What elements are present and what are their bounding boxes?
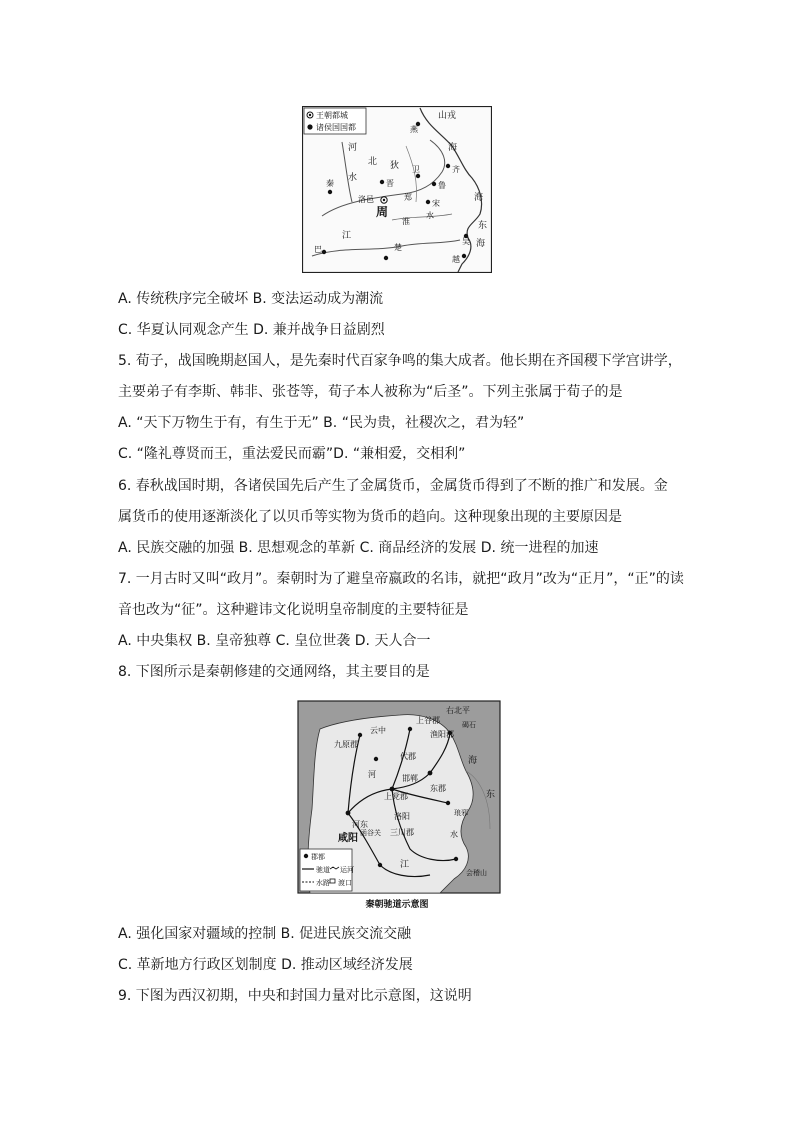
map1-label-hai3: 海	[476, 239, 486, 249]
q5-options-line2: C. “隆礼尊贤而王，重法爱民而霸”D. “兼相爱，交相利”	[118, 446, 466, 462]
q6-options: A. 民族交融的加强 B. 思想观念的革新 C. 商品经济的发展 D. 统一进程的加速	[118, 540, 599, 556]
q8-stem: 8. 下图所示是秦朝修建的交通网络，其主要目的是	[118, 664, 430, 680]
map1-label-yue: 越	[452, 255, 460, 264]
map2-label-xianyang: 咸阳	[338, 833, 358, 844]
q8-options-line1: A. 强化国家对疆域的控制 B. 促进民族交流交融	[118, 926, 412, 942]
map1-label-zhou: 周	[376, 205, 389, 219]
map1-label-luoyi: 洛邑	[358, 195, 374, 204]
map1-label-dong: 东	[478, 221, 488, 231]
q5-stem-line1: 5. 荀子，战国晚期赵国人，是先秦时代百家争鸣的集大成者。他长期在齐国稷下学宫讲学，	[118, 353, 682, 369]
q7-options: A. 中央集权 B. 皇帝独尊 C. 皇位世袭 D. 天人合一	[118, 633, 431, 649]
map2-label-shui: 水	[450, 830, 458, 839]
map1-label-shui: 水	[348, 173, 358, 183]
map1-label-chu: 楚	[394, 243, 402, 252]
q6-stem-line1: 6. 春秋战国时期，各诸侯国先后产生了金属货币，金属货币得到了不断的推广和发展。金	[118, 478, 668, 494]
q4-options-line2: C. 华夏认同观念产生 D. 兼并战争日益剧烈	[118, 322, 385, 338]
map1-label-yan: 燕	[410, 125, 418, 134]
map2-label-youbeiping: 右北平	[446, 706, 470, 715]
map2-label-dong: 东	[486, 790, 496, 800]
map2-label-kuaiji: 会稽山	[466, 869, 487, 877]
map1-label-di: 狄	[390, 161, 400, 171]
map2-legend-waterway: 水路	[316, 879, 330, 887]
map1-label-he: 河	[348, 143, 358, 153]
q7-stem-line2: 音也改为“征”。这种避讳文化说明皇帝制度的主要特征是	[118, 602, 469, 618]
prefecture-symbol-icon	[304, 854, 308, 858]
map1-label-lu: 鲁	[438, 181, 446, 190]
map2-legend-canal: 运河	[340, 866, 354, 874]
map1-label-wu: 吴	[462, 237, 470, 246]
map2-legend-road: 驰道	[316, 866, 330, 874]
map2-label-shangdang: 上党郡	[384, 792, 408, 801]
map2-label-handan: 邯郸	[402, 774, 418, 783]
map1-label-bei: 北	[368, 157, 378, 167]
q4-options-line1: A. 传统秩序完全破坏 B. 变法运动成为潮流	[118, 291, 384, 307]
map2-label-langya: 琅邪	[454, 809, 468, 817]
state-capital-symbol-icon	[307, 124, 312, 129]
map1-label-hai2: 海	[474, 193, 484, 203]
map1-label-shui2: 水	[426, 211, 434, 220]
q6-stem-line2: 属货币的使用逐渐淡化了以贝币等实物为货币的趋向。这种现象出现的主要原因是	[118, 509, 622, 525]
map1-label-shanrong: 山戎	[438, 111, 457, 121]
map2-label-luoyang: 洛阳	[394, 812, 410, 821]
q7-stem-line1: 7. 一月古时又叫“政月”。秦朝时为了避皇帝嬴政的名讳，就把“政月”改为“正月”，“正”的读	[118, 571, 684, 587]
map2-label-dongjun: 东郡	[430, 784, 446, 793]
map2-label-jieshi: 碣石	[462, 721, 476, 729]
map-spring-autumn-states	[302, 106, 492, 273]
map2-label-he: 河	[368, 770, 376, 779]
map1-label-hai1: 海	[448, 143, 458, 153]
map1-label-zheng: 郑	[404, 193, 412, 202]
map2-caption: 秦朝驰道示意图	[365, 900, 429, 910]
map1-legend-capital: 王朝都城	[316, 111, 348, 120]
map1-label-huai: 淮	[402, 217, 410, 226]
map1-label-wei: 卫	[412, 165, 420, 174]
map2-svg	[290, 699, 504, 913]
map1-label-qi: 齐	[452, 165, 460, 174]
map2-label-sanchuan: 三川郡	[390, 828, 414, 837]
map2-label-hangu: 函谷关	[360, 829, 381, 837]
map2-label-dai: 代郡	[400, 752, 416, 761]
map1-label-jin: 晋	[386, 179, 394, 188]
map2-label-yunzhong: 云中	[370, 726, 386, 735]
map2-label-shanggu: 上谷郡	[416, 716, 440, 725]
map2-label-hedong: 河东	[352, 820, 368, 829]
map2-label-hai1: 海	[468, 756, 478, 766]
q5-options-line1: A. “天下万物生于有，有生于无” B. “民为贵，社稷次之，君为轻”	[118, 415, 525, 431]
map2-label-jiang: 江	[400, 860, 410, 870]
q8-options-line2: C. 革新地方行政区划制度 D. 推动区域经济发展	[118, 957, 413, 973]
map1-svg	[302, 106, 492, 273]
map1-legend-state: 诸侯国国都	[316, 123, 356, 132]
map1-label-ba: 巴	[314, 245, 322, 254]
map1-label-song: 宋	[432, 199, 440, 208]
map1-label-qin: 秦	[326, 179, 334, 188]
map2-legend-prefecture: 郡都	[311, 853, 325, 861]
map1-label-jiang: 江	[342, 231, 352, 241]
map-qin-post-roads	[290, 699, 504, 913]
map2-legend-ferry: 渡口	[338, 879, 352, 887]
map2-label-jiuyuan: 九原郡	[334, 740, 358, 749]
q5-stem-line2: 主要弟子有李斯、韩非、张苍等，荀子本人被称为“后圣”。下列主张属于荀子的是	[118, 384, 623, 400]
map2-label-yuyang: 渔阳郡	[430, 730, 454, 739]
q9-stem: 9. 下图为西汉初期，中央和封国力量对比示意图，这说明	[118, 988, 472, 1004]
